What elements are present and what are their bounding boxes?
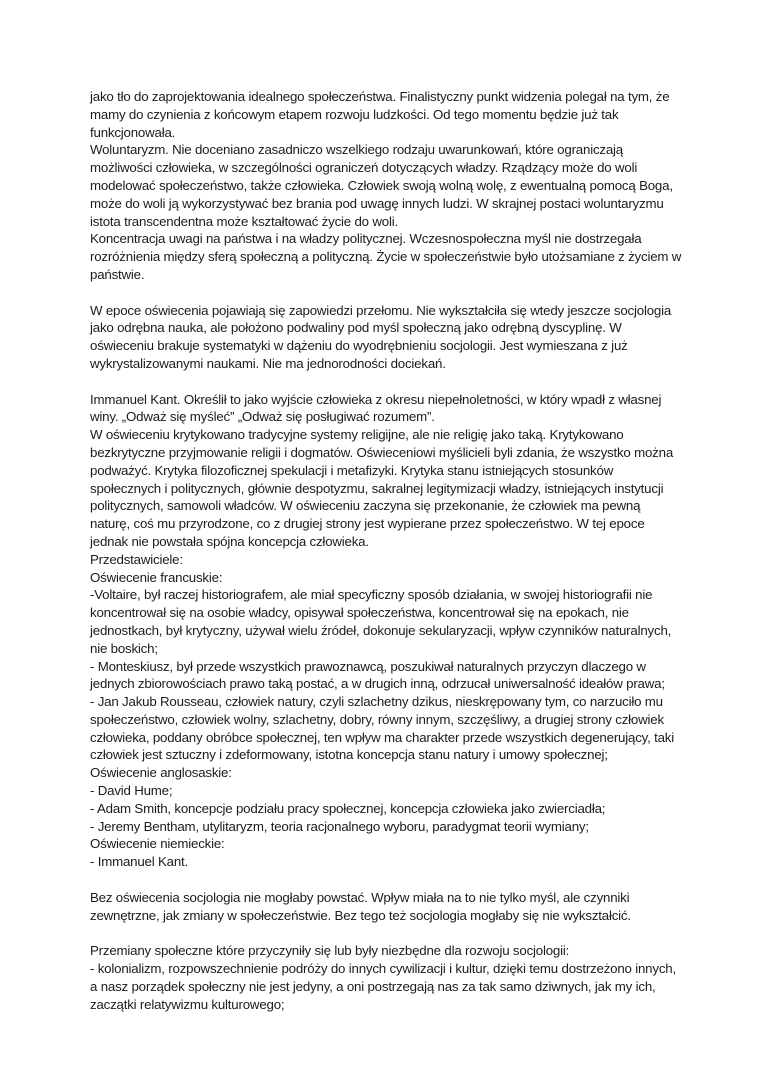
list-item: - Monteskiusz, był przede wszystkich prawoznawcą, poszukiwał naturalnych przyczyn dlaczego w jednych zbiorowościach prawo taką postać, a w drugich inną, odrzucał uniwersalność ideałów prawa; [90, 658, 665, 692]
paragraph: W oświeceniu krytykowano tradycyjne systemy religijne, ale nie religię jako taką. Krytykowano bezkrytyczne przyjmowanie religii i dogmatów. Oświeceniowi myślicieli byli zdania, że wszystko można podważyć. Krytyka filozoficznej spekulacji i metafizyki. Krytyka stanu istniejących stosunków społecznych i politycznych, głównie despotyzmu, sakralnej legitymizacji władzy, istniejących instytucji politycznych, samowoli władców. W oświeceniu zaczyna się przekonanie, że człowiek ma pewną naturę, coś mu przyrodzone, co z drugiej strony jest wypierane przez społeczeństwo. W tej epoce jednak nie powstała spójna koncepcja człowieka. [90, 427, 674, 549]
list-item: - Adam Smith, koncepcje podziału pracy społecznej, koncepcja człowieka jako zwierciadła; [90, 800, 606, 816]
paragraph: Koncentracja uwagi na państwa i na władzy politycznej. Wczesnospołeczna myśl nie dostrzegała rozróżnienia między sferą społeczną a polityczną. Życie w społeczeństwie było utożsamiane z życiem w państwie. [90, 231, 682, 282]
paragraph: Woluntaryzm. Nie doceniano zasadniczo wszelkiego rodzaju uwarunkowań, które ograniczają możliwości człowieka, w szczególności ograniczeń dotyczących władzy. Rządzący może do woli modelować społeczeństwo, także człowieka. Człowiek swoją wolną wolę, z ewentualną pomocą Boga, może do woli ją wykorzystywać bez brania pod uwagę innych ludzi. W skrajnej postaci woluntaryzmu istota transcendentna może kształtować życie do woli. [90, 142, 673, 229]
paragraph: Immanuel Kant. Określił to jako wyjście człowieka z okresu niepełnoletności, w który wpadł z własnej winy. „Odważ się myśleć” „Odważ się posługiwać rozumem”. [90, 391, 662, 425]
paragraph: Przemiany społeczne które przyczyniły się lub były niezbędne dla rozwoju socjologii: [90, 943, 570, 959]
list-item: - Immanuel Kant. [90, 854, 189, 870]
paragraph-heading: Oświecenie anglosaskie: [90, 765, 232, 781]
document-body [90, 88, 682, 1013]
list-item: - kolonializm, rozpowszechnienie podróży do innych cywilizacji i kultur, dzięki temu dostrzeżono innych, a nasz porządek społeczny nie jest jedyny, a oni postrzegają nas za tak samo dziwnych, jak my ich, zaczątki relatywizmu kulturowego; [90, 961, 676, 1012]
paragraph-heading: Oświecenie francuskie: [90, 569, 223, 585]
list-item: - Jeremy Bentham, utylitaryzm, teoria racjonalnego wyboru, paradygmat teorii wymiany; [90, 818, 589, 834]
list-item: - Jan Jakub Rousseau, człowiek natury, czyli szlachetny dzikus, nieskrępowany tym, co narzuciło mu społeczeństwo, człowiek wolny, szlachetny, dobry, równy innym, szczęśliwy, a drugiej strony człowiek człowieka, poddany obróbce społecznej, ten wpływ ma charakter przede wszystkich degenerujący, taki człowiek jest sztuczny i zdeformowany, istotna koncepcja stanu natury i umowy społecznej; [90, 694, 674, 763]
list-item: -Voltaire, był raczej historiografem, ale miał specyficzny sposób działania, w swojej historiografii nie koncentrował się na osobie władcy, opisywał społeczeństwa, koncentrował się na epokach, nie jednostkach, był krytyczny, używał wielu źródeł, dokonuje sekularyzacji, wpływ czynników naturalnych, nie boskich; [90, 587, 672, 656]
paragraph-heading: Oświecenie niemieckie: [90, 836, 225, 852]
paragraph: jako tło do zaprojektowania idealnego społeczeństwa. Finalistyczny punkt widzenia polegał na tym, że mamy do czynienia z końcowym etapem rozwoju ludzkości. Od tego momentu będzie już tak funkcjonowała. [90, 89, 670, 140]
paragraph: Bez oświecenia socjologia nie mogłaby powstać. Wpływ miała na to nie tylko myśl, ale czynniki zewnętrzne, jak zmiany w społeczeństwie. Bez tego też socjologia mogłaby się nie wykształcić. [90, 889, 631, 923]
list-item: - David Hume; [90, 783, 173, 799]
paragraph: W epoce oświecenia pojawiają się zapowiedzi przełomu. Nie wykształciła się wtedy jeszcze socjologia jako odrębna nauka, ale położono podwaliny pod myśl społeczną jako odrębną dyscyplinę. W oświeceniu brakuje systematyki w dążeniu do wyodrębnieniu socjologii. Jest wymieszana z już wykrystalizowanymi naukami. Nie ma jednorodności dociekań. [90, 302, 672, 371]
paragraph-heading: Przedstawiciele: [90, 551, 183, 567]
